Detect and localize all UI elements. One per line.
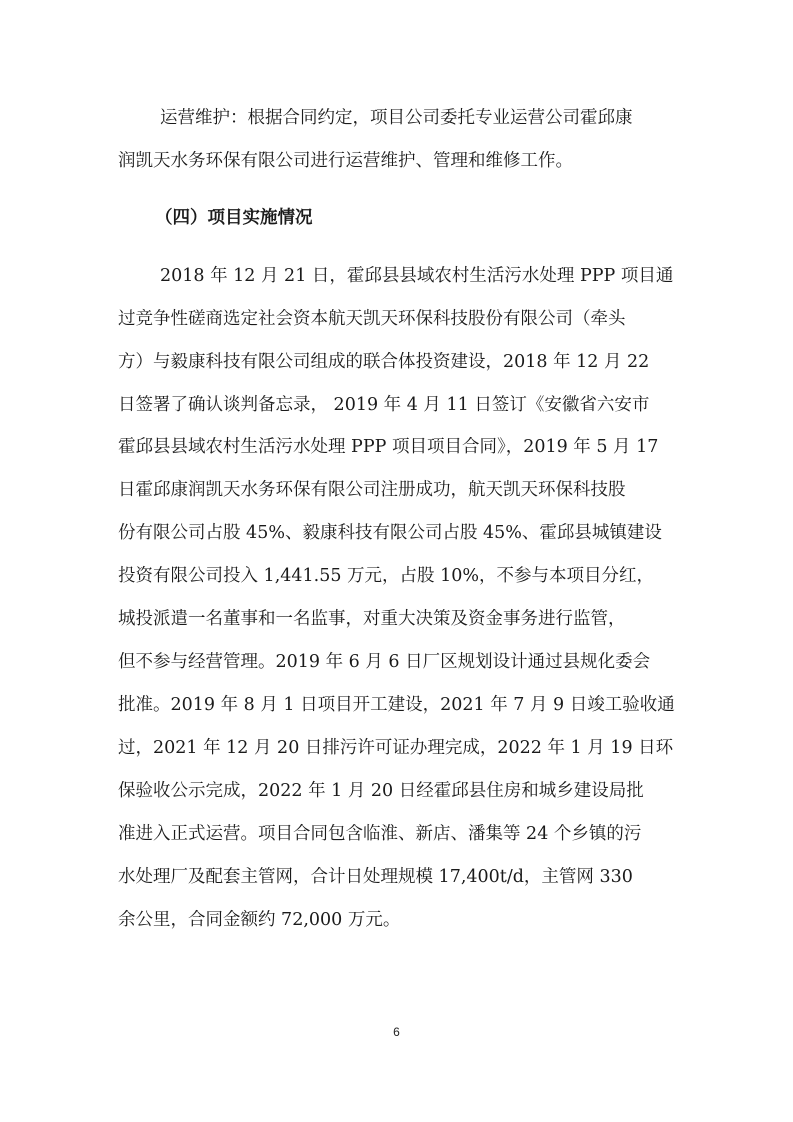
paragraph-line: 过竞争性磋商选定社会资本航天凯天环保科技股份有限公司（牵头 xyxy=(118,309,626,329)
paragraph-line: 准进入正式运营。项目合同包含临淮、新店、潘集等 24 个乡镇的污 xyxy=(118,824,642,844)
paragraph-line: 运营维护：根据合同约定，项目公司委托专业运营公司霍邱康 xyxy=(160,108,633,128)
paragraph-line: 批准。2019 年 8 月 1 日项目开工建设，2021 年 7 月 9 日竣工验收通 xyxy=(118,695,675,715)
paragraph-line: 日霍邱康润凯天水务环保有限公司注册成功，航天凯天环保科技股 xyxy=(118,480,626,500)
paragraph-line: 城投派遣一名董事和一名监事，对重大决策及资金事务进行监管， xyxy=(118,609,626,629)
section-heading: （四）项目实施情况 xyxy=(155,208,313,228)
page-number: 6 xyxy=(393,1025,400,1039)
paragraph-line: 日签署了确认谈判备忘录， 2019 年 4 月 11 日签订《安徽省六安市 xyxy=(118,395,650,415)
paragraph-line: 过，2021 年 12 月 20 日排污许可证办理完成，2022 年 1 月 19 日环 xyxy=(118,738,674,758)
paragraph-line: 霍邱县县域农村生活污水处理 PPP 项目项目合同》，2019 年 5 月 17 xyxy=(118,437,659,457)
paragraph-line: 水处理厂及配套主管网，合计日处理规模 17,400t/d，主管网 330 xyxy=(118,867,633,887)
paragraph-line: 投资有限公司投入 1,441.55 万元，占股 10%，不参与本项目分红， xyxy=(118,566,655,586)
paragraph-line: 份有限公司占股 45%、毅康科技有限公司占股 45%、霍邱县城镇建设 xyxy=(118,523,662,543)
paragraph-line: 保验收公示完成，2022 年 1 月 20 日经霍邱县住房和城乡建设局批 xyxy=(118,781,644,801)
paragraph-line: 润凯天水务环保有限公司进行运营维护、管理和维修工作。 xyxy=(118,151,573,171)
paragraph-line: 2018 年 12 月 21 日，霍邱县县域农村生活污水处理 PPP 项目通 xyxy=(160,266,674,286)
paragraph-line: 余公里，合同金额约 72,000 万元。 xyxy=(118,910,401,930)
paragraph-line: 方）与毅康科技有限公司组成的联合体投资建设，2018 年 12 月 22 xyxy=(118,352,650,372)
paragraph-line: 但不参与经营管理。2019 年 6 月 6 日厂区规划设计通过县规化委会 xyxy=(118,652,651,672)
